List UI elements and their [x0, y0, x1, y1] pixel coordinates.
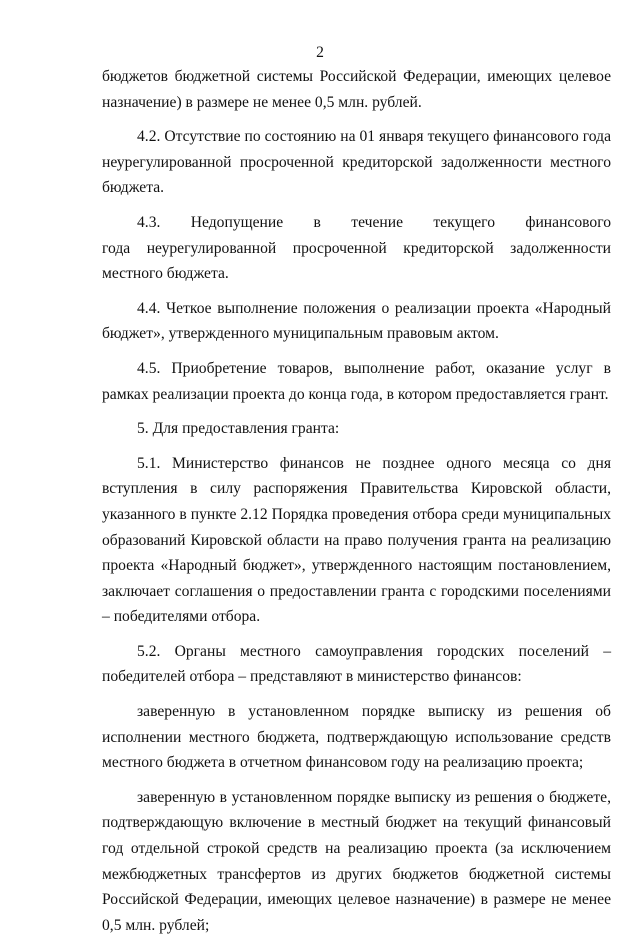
- document-body: [102, 64, 635, 938]
- paragraph-4-5: 4.5. Приобретение товаров, выполнение работ, оказание услуг в рамках реализации проекта до конца года, в котором предоставляется грант.: [102, 359, 611, 403]
- paragraph-5: 5. Для предоставления гранта:: [137, 420, 340, 438]
- paragraph-4-2: 4.2. Отсутствие по состоянию на 01 января текущего финансового года неурегулированной просроченной кредиторской задолженности местного бюджета.: [102, 128, 611, 197]
- paragraph-5-1: 5.1. Министерство финансов не позднее одного месяца со дня вступления в силу распоряжения Правительства Кировской области, указанного в пункте 2.12 Порядка проведения отбора среди муниципальных образований Кировской области на право получения гранта на реализацию проекта «Народный бюджет», утвержденного настоящим постановлением, заключает соглашения о предоставлении гранта с городскими поселениями – победителями отбора.: [102, 454, 611, 626]
- paragraph-continuation: бюджетов бюджетной системы Российской Федерации, имеющих целевое назначение) в размере не менее 0,5 млн. рублей.: [102, 68, 611, 111]
- paragraph-5-2: 5.2. Органы местного самоуправления городских поселений – победителей отбора – представляют в министерство финансов:: [102, 642, 611, 686]
- paragraph-extract-budget: заверенную в установленном порядке выписку из решения о бюджете, подтверждающую включение в местный бюджет на текущий финансовый год отдельной строкой средств на реализацию проекта (за исключением межбюджетных трансфертов из других бюджетов бюджетной системы Российской Федерации, имеющих целевое назначение) в размере не менее 0,5 млн. рублей;: [102, 788, 611, 934]
- paragraph-4-4: 4.4. Четкое выполнение положения о реализации проекта «Народный бюджет», утвержденного муниципальным правовым актом.: [102, 299, 611, 343]
- paragraph-extract-execution: заверенную в установленном порядке выписку из решения об исполнении местного бюджета, подтверждающую использование средств местного бюджета в отчетном финансовом году на реализацию проекта;: [102, 703, 611, 772]
- paragraph-4-3: 4.3. Недопущение в течение текущего финансового года неурегулированной просроченной кредиторской задолженности местного бюджета.: [102, 213, 635, 283]
- page-number: 2: [316, 44, 324, 61]
